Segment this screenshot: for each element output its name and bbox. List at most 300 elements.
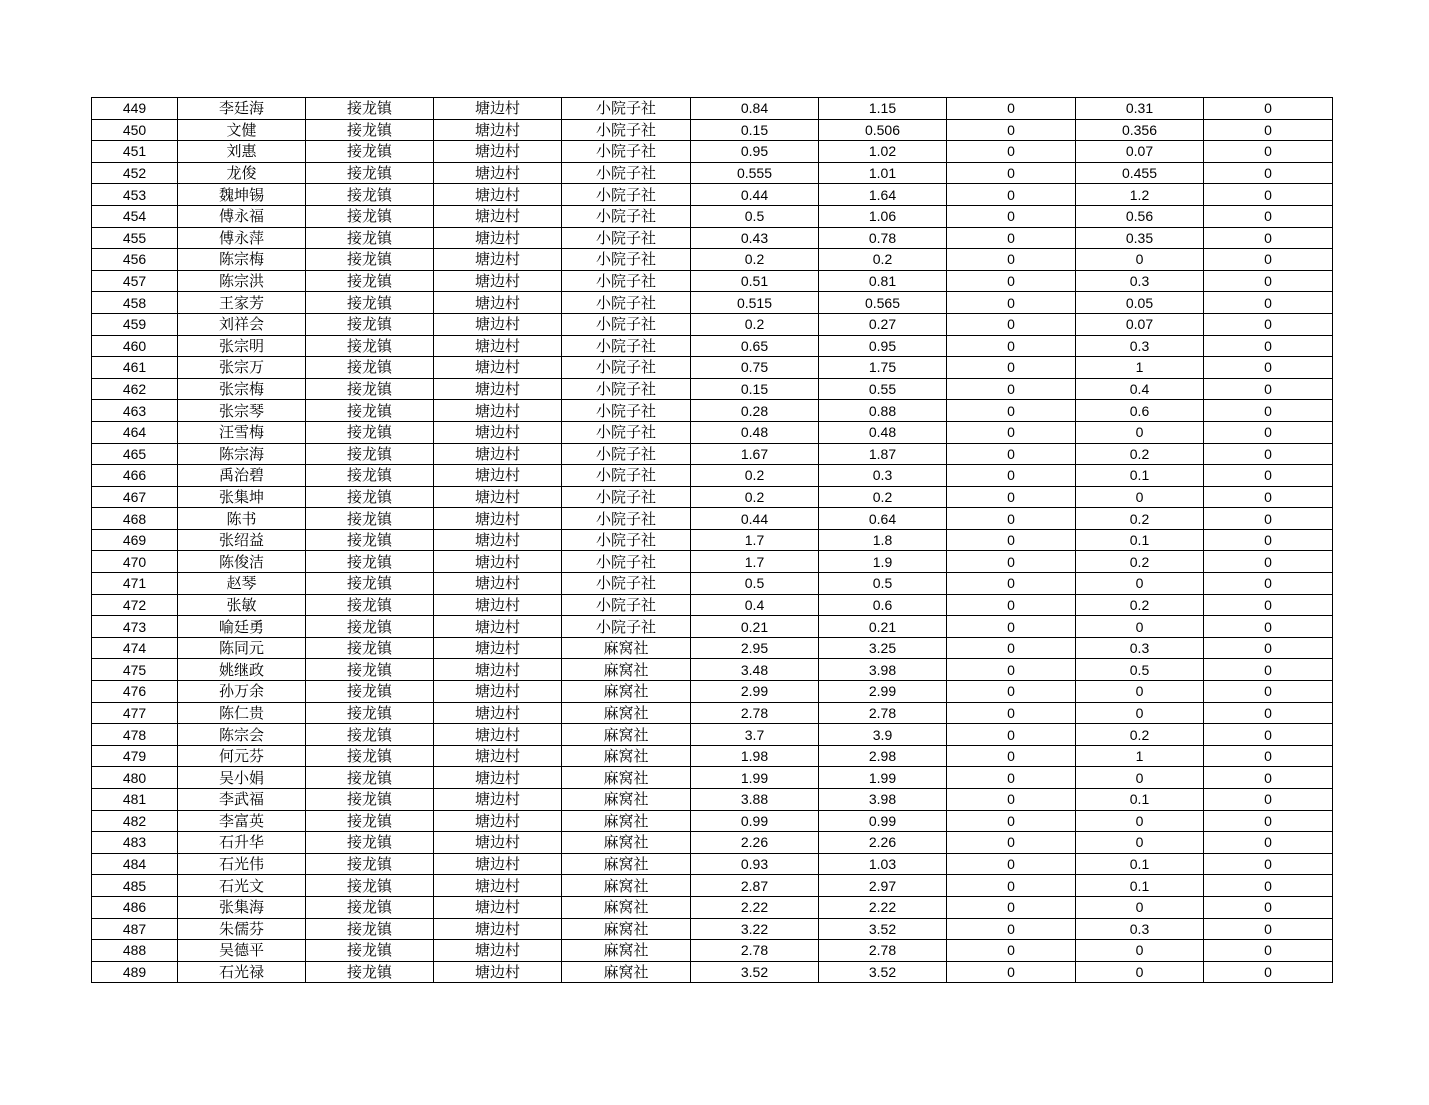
value-5-cell: 0 [1204, 637, 1333, 659]
village-cell: 塘边村 [434, 789, 562, 811]
town-cell: 接龙镇 [306, 357, 434, 379]
group-cell: 小院子社 [562, 551, 691, 573]
table-row [92, 896, 1333, 918]
value-3-cell: 0 [947, 637, 1076, 659]
name-cell: 文健 [178, 119, 306, 141]
value-3-cell: 0 [947, 335, 1076, 357]
town-cell: 接龙镇 [306, 292, 434, 314]
value-1-cell: 0.2 [691, 486, 819, 508]
value-1-cell: 0.75 [691, 357, 819, 379]
value-1-cell: 1.99 [691, 767, 819, 789]
table-row [92, 292, 1333, 314]
row-number-cell: 468 [92, 508, 178, 530]
row-number-cell: 477 [92, 702, 178, 724]
value-4-cell: 0 [1076, 961, 1204, 983]
village-cell: 塘边村 [434, 119, 562, 141]
village-cell: 塘边村 [434, 724, 562, 746]
village-cell: 塘边村 [434, 486, 562, 508]
name-cell: 李武福 [178, 789, 306, 811]
value-3-cell: 0 [947, 681, 1076, 703]
row-number-cell: 467 [92, 486, 178, 508]
value-2-cell: 2.78 [819, 702, 947, 724]
value-4-cell: 0 [1076, 702, 1204, 724]
value-3-cell: 0 [947, 249, 1076, 271]
value-2-cell: 0.64 [819, 508, 947, 530]
value-3-cell: 0 [947, 205, 1076, 227]
table-row [92, 162, 1333, 184]
name-cell: 张集海 [178, 896, 306, 918]
value-2-cell: 0.2 [819, 249, 947, 271]
town-cell: 接龙镇 [306, 335, 434, 357]
value-5-cell: 0 [1204, 616, 1333, 638]
group-cell: 麻窝社 [562, 832, 691, 854]
name-cell: 喻廷勇 [178, 616, 306, 638]
value-1-cell: 1.98 [691, 745, 819, 767]
table-row [92, 637, 1333, 659]
town-cell: 接龙镇 [306, 465, 434, 487]
value-5-cell: 0 [1204, 573, 1333, 595]
row-number-cell: 484 [92, 853, 178, 875]
value-4-cell: 0.2 [1076, 443, 1204, 465]
name-cell: 傅永福 [178, 205, 306, 227]
village-cell: 塘边村 [434, 357, 562, 379]
value-5-cell: 0 [1204, 205, 1333, 227]
value-2-cell: 3.52 [819, 961, 947, 983]
group-cell: 小院子社 [562, 616, 691, 638]
table-row [92, 378, 1333, 400]
table-row [92, 659, 1333, 681]
row-number-cell: 451 [92, 141, 178, 163]
value-5-cell: 0 [1204, 227, 1333, 249]
value-3-cell: 0 [947, 141, 1076, 163]
village-cell: 塘边村 [434, 702, 562, 724]
row-number-cell: 464 [92, 421, 178, 443]
value-5-cell: 0 [1204, 702, 1333, 724]
value-5-cell: 0 [1204, 961, 1333, 983]
value-5-cell: 0 [1204, 313, 1333, 335]
value-1-cell: 2.95 [691, 637, 819, 659]
row-number-cell: 481 [92, 789, 178, 811]
row-number-cell: 456 [92, 249, 178, 271]
value-5-cell: 0 [1204, 465, 1333, 487]
town-cell: 接龙镇 [306, 573, 434, 595]
row-number-cell: 463 [92, 400, 178, 422]
table-row [92, 400, 1333, 422]
value-5-cell: 0 [1204, 98, 1333, 120]
row-number-cell: 460 [92, 335, 178, 357]
group-cell: 小院子社 [562, 529, 691, 551]
value-4-cell: 0 [1076, 616, 1204, 638]
value-4-cell: 0 [1076, 486, 1204, 508]
value-5-cell: 0 [1204, 378, 1333, 400]
row-number-cell: 487 [92, 918, 178, 940]
table-row [92, 119, 1333, 141]
value-1-cell: 1.7 [691, 551, 819, 573]
row-number-cell: 454 [92, 205, 178, 227]
group-cell: 麻窝社 [562, 767, 691, 789]
value-4-cell: 0 [1076, 681, 1204, 703]
value-1-cell: 1.7 [691, 529, 819, 551]
value-2-cell: 3.98 [819, 789, 947, 811]
value-2-cell: 0.55 [819, 378, 947, 400]
data-table [91, 97, 1333, 983]
village-cell: 塘边村 [434, 335, 562, 357]
village-cell: 塘边村 [434, 270, 562, 292]
value-2-cell: 2.78 [819, 940, 947, 962]
value-2-cell: 0.3 [819, 465, 947, 487]
name-cell: 陈俊洁 [178, 551, 306, 573]
name-cell: 石升华 [178, 832, 306, 854]
row-number-cell: 476 [92, 681, 178, 703]
name-cell: 陈宗洪 [178, 270, 306, 292]
group-cell: 小院子社 [562, 357, 691, 379]
value-1-cell: 0.48 [691, 421, 819, 443]
value-5-cell: 0 [1204, 357, 1333, 379]
table-row [92, 594, 1333, 616]
value-4-cell: 0 [1076, 249, 1204, 271]
value-2-cell: 1.75 [819, 357, 947, 379]
group-cell: 小院子社 [562, 378, 691, 400]
value-4-cell: 0 [1076, 896, 1204, 918]
row-number-cell: 466 [92, 465, 178, 487]
value-5-cell: 0 [1204, 141, 1333, 163]
value-2-cell: 0.78 [819, 227, 947, 249]
group-cell: 小院子社 [562, 292, 691, 314]
village-cell: 塘边村 [434, 573, 562, 595]
name-cell: 何元芬 [178, 745, 306, 767]
value-1-cell: 2.78 [691, 702, 819, 724]
value-1-cell: 0.21 [691, 616, 819, 638]
value-2-cell: 0.95 [819, 335, 947, 357]
value-2-cell: 1.15 [819, 98, 947, 120]
value-3-cell: 0 [947, 421, 1076, 443]
group-cell: 小院子社 [562, 313, 691, 335]
village-cell: 塘边村 [434, 98, 562, 120]
value-4-cell: 0.6 [1076, 400, 1204, 422]
group-cell: 小院子社 [562, 98, 691, 120]
village-cell: 塘边村 [434, 249, 562, 271]
value-5-cell: 0 [1204, 659, 1333, 681]
table-row [92, 357, 1333, 379]
value-2-cell: 1.8 [819, 529, 947, 551]
town-cell: 接龙镇 [306, 162, 434, 184]
value-1-cell: 0.93 [691, 853, 819, 875]
value-3-cell: 0 [947, 918, 1076, 940]
value-2-cell: 1.02 [819, 141, 947, 163]
table-row [92, 551, 1333, 573]
value-3-cell: 0 [947, 400, 1076, 422]
value-3-cell: 0 [947, 573, 1076, 595]
value-4-cell: 0.2 [1076, 594, 1204, 616]
value-5-cell: 0 [1204, 724, 1333, 746]
value-5-cell: 0 [1204, 896, 1333, 918]
group-cell: 小院子社 [562, 465, 691, 487]
value-1-cell: 0.65 [691, 335, 819, 357]
town-cell: 接龙镇 [306, 789, 434, 811]
village-cell: 塘边村 [434, 465, 562, 487]
value-3-cell: 0 [947, 508, 1076, 530]
value-2-cell: 3.25 [819, 637, 947, 659]
group-cell: 麻窝社 [562, 702, 691, 724]
name-cell: 陈书 [178, 508, 306, 530]
town-cell: 接龙镇 [306, 659, 434, 681]
group-cell: 小院子社 [562, 119, 691, 141]
value-5-cell: 0 [1204, 745, 1333, 767]
value-3-cell: 0 [947, 465, 1076, 487]
group-cell: 麻窝社 [562, 745, 691, 767]
value-5-cell: 0 [1204, 529, 1333, 551]
value-5-cell: 0 [1204, 119, 1333, 141]
value-2-cell: 1.64 [819, 184, 947, 206]
name-cell: 赵琴 [178, 573, 306, 595]
value-1-cell: 0.5 [691, 573, 819, 595]
value-1-cell: 3.22 [691, 918, 819, 940]
value-2-cell: 3.9 [819, 724, 947, 746]
value-4-cell: 0 [1076, 573, 1204, 595]
row-number-cell: 458 [92, 292, 178, 314]
table-row [92, 789, 1333, 811]
row-number-cell: 457 [92, 270, 178, 292]
row-number-cell: 480 [92, 767, 178, 789]
town-cell: 接龙镇 [306, 767, 434, 789]
value-1-cell: 3.48 [691, 659, 819, 681]
group-cell: 小院子社 [562, 270, 691, 292]
value-4-cell: 0.1 [1076, 465, 1204, 487]
row-number-cell: 488 [92, 940, 178, 962]
name-cell: 刘惠 [178, 141, 306, 163]
group-cell: 麻窝社 [562, 789, 691, 811]
value-4-cell: 0.35 [1076, 227, 1204, 249]
value-3-cell: 0 [947, 659, 1076, 681]
value-3-cell: 0 [947, 745, 1076, 767]
table-row [92, 335, 1333, 357]
table-row [92, 875, 1333, 897]
row-number-cell: 470 [92, 551, 178, 573]
name-cell: 陈宗海 [178, 443, 306, 465]
town-cell: 接龙镇 [306, 141, 434, 163]
row-number-cell: 489 [92, 961, 178, 983]
name-cell: 张集坤 [178, 486, 306, 508]
group-cell: 小院子社 [562, 508, 691, 530]
name-cell: 魏坤锡 [178, 184, 306, 206]
village-cell: 塘边村 [434, 637, 562, 659]
village-cell: 塘边村 [434, 184, 562, 206]
row-number-cell: 473 [92, 616, 178, 638]
value-4-cell: 0 [1076, 421, 1204, 443]
value-1-cell: 2.26 [691, 832, 819, 854]
table-row [92, 616, 1333, 638]
value-3-cell: 0 [947, 98, 1076, 120]
table-row [92, 227, 1333, 249]
town-cell: 接龙镇 [306, 551, 434, 573]
name-cell: 陈宗会 [178, 724, 306, 746]
table-row [92, 724, 1333, 746]
name-cell: 王家芳 [178, 292, 306, 314]
group-cell: 小院子社 [562, 594, 691, 616]
value-4-cell: 0.455 [1076, 162, 1204, 184]
value-3-cell: 0 [947, 853, 1076, 875]
value-4-cell: 0.05 [1076, 292, 1204, 314]
value-3-cell: 0 [947, 119, 1076, 141]
table-body [92, 98, 1333, 983]
village-cell: 塘边村 [434, 227, 562, 249]
value-1-cell: 3.52 [691, 961, 819, 983]
value-4-cell: 0.07 [1076, 313, 1204, 335]
value-1-cell: 2.22 [691, 896, 819, 918]
value-2-cell: 2.99 [819, 681, 947, 703]
value-1-cell: 0.95 [691, 141, 819, 163]
group-cell: 小院子社 [562, 184, 691, 206]
value-1-cell: 0.99 [691, 810, 819, 832]
group-cell: 麻窝社 [562, 961, 691, 983]
row-number-cell: 465 [92, 443, 178, 465]
value-4-cell: 0 [1076, 832, 1204, 854]
value-4-cell: 0 [1076, 767, 1204, 789]
name-cell: 吴小娟 [178, 767, 306, 789]
town-cell: 接龙镇 [306, 443, 434, 465]
value-1-cell: 0.84 [691, 98, 819, 120]
row-number-cell: 475 [92, 659, 178, 681]
table-row [92, 940, 1333, 962]
value-1-cell: 0.15 [691, 378, 819, 400]
row-number-cell: 479 [92, 745, 178, 767]
town-cell: 接龙镇 [306, 184, 434, 206]
name-cell: 孙万余 [178, 681, 306, 703]
value-2-cell: 0.565 [819, 292, 947, 314]
value-1-cell: 0.2 [691, 465, 819, 487]
value-4-cell: 0.56 [1076, 205, 1204, 227]
village-cell: 塘边村 [434, 508, 562, 530]
table-row [92, 767, 1333, 789]
row-number-cell: 461 [92, 357, 178, 379]
value-1-cell: 0.28 [691, 400, 819, 422]
town-cell: 接龙镇 [306, 918, 434, 940]
town-cell: 接龙镇 [306, 313, 434, 335]
value-2-cell: 1.99 [819, 767, 947, 789]
value-2-cell: 3.98 [819, 659, 947, 681]
village-cell: 塘边村 [434, 810, 562, 832]
group-cell: 麻窝社 [562, 681, 691, 703]
table-row [92, 702, 1333, 724]
value-3-cell: 0 [947, 184, 1076, 206]
value-3-cell: 0 [947, 313, 1076, 335]
town-cell: 接龙镇 [306, 227, 434, 249]
value-4-cell: 0.31 [1076, 98, 1204, 120]
value-1-cell: 0.44 [691, 184, 819, 206]
table-row [92, 745, 1333, 767]
value-4-cell: 0.4 [1076, 378, 1204, 400]
value-4-cell: 0.1 [1076, 853, 1204, 875]
value-2-cell: 1.01 [819, 162, 947, 184]
value-5-cell: 0 [1204, 486, 1333, 508]
value-4-cell: 0.2 [1076, 551, 1204, 573]
value-5-cell: 0 [1204, 918, 1333, 940]
value-3-cell: 0 [947, 292, 1076, 314]
spreadsheet-page [91, 97, 1333, 983]
group-cell: 小院子社 [562, 205, 691, 227]
value-2-cell: 0.27 [819, 313, 947, 335]
value-1-cell: 3.88 [691, 789, 819, 811]
name-cell: 朱儒芬 [178, 918, 306, 940]
village-cell: 塘边村 [434, 378, 562, 400]
value-4-cell: 0.1 [1076, 875, 1204, 897]
value-5-cell: 0 [1204, 789, 1333, 811]
name-cell: 张宗明 [178, 335, 306, 357]
row-number-cell: 455 [92, 227, 178, 249]
town-cell: 接龙镇 [306, 486, 434, 508]
name-cell: 张敏 [178, 594, 306, 616]
name-cell: 龙俊 [178, 162, 306, 184]
name-cell: 石光禄 [178, 961, 306, 983]
group-cell: 小院子社 [562, 400, 691, 422]
town-cell: 接龙镇 [306, 875, 434, 897]
village-cell: 塘边村 [434, 162, 562, 184]
value-1-cell: 0.44 [691, 508, 819, 530]
value-4-cell: 0.3 [1076, 637, 1204, 659]
value-4-cell: 0.2 [1076, 724, 1204, 746]
name-cell: 陈仁贵 [178, 702, 306, 724]
town-cell: 接龙镇 [306, 421, 434, 443]
value-1-cell: 0.5 [691, 205, 819, 227]
name-cell: 张绍益 [178, 529, 306, 551]
value-5-cell: 0 [1204, 421, 1333, 443]
value-1-cell: 0.15 [691, 119, 819, 141]
value-5-cell: 0 [1204, 940, 1333, 962]
value-2-cell: 0.88 [819, 400, 947, 422]
value-1-cell: 0.555 [691, 162, 819, 184]
group-cell: 小院子社 [562, 227, 691, 249]
village-cell: 塘边村 [434, 961, 562, 983]
town-cell: 接龙镇 [306, 529, 434, 551]
value-4-cell: 1 [1076, 745, 1204, 767]
value-3-cell: 0 [947, 724, 1076, 746]
value-1-cell: 0.515 [691, 292, 819, 314]
value-2-cell: 3.52 [819, 918, 947, 940]
town-cell: 接龙镇 [306, 810, 434, 832]
value-3-cell: 0 [947, 875, 1076, 897]
value-3-cell: 0 [947, 832, 1076, 854]
value-2-cell: 0.99 [819, 810, 947, 832]
row-number-cell: 483 [92, 832, 178, 854]
value-5-cell: 0 [1204, 508, 1333, 530]
value-5-cell: 0 [1204, 832, 1333, 854]
value-5-cell: 0 [1204, 184, 1333, 206]
village-cell: 塘边村 [434, 400, 562, 422]
group-cell: 麻窝社 [562, 940, 691, 962]
village-cell: 塘边村 [434, 292, 562, 314]
value-2-cell: 1.9 [819, 551, 947, 573]
value-3-cell: 0 [947, 616, 1076, 638]
town-cell: 接龙镇 [306, 832, 434, 854]
value-3-cell: 0 [947, 227, 1076, 249]
name-cell: 张宗琴 [178, 400, 306, 422]
town-cell: 接龙镇 [306, 702, 434, 724]
table-row [92, 98, 1333, 120]
name-cell: 吴德平 [178, 940, 306, 962]
table-row [92, 465, 1333, 487]
village-cell: 塘边村 [434, 529, 562, 551]
town-cell: 接龙镇 [306, 508, 434, 530]
table-row [92, 141, 1333, 163]
value-5-cell: 0 [1204, 335, 1333, 357]
value-5-cell: 0 [1204, 292, 1333, 314]
table-row [92, 249, 1333, 271]
value-5-cell: 0 [1204, 400, 1333, 422]
village-cell: 塘边村 [434, 141, 562, 163]
town-cell: 接龙镇 [306, 616, 434, 638]
value-3-cell: 0 [947, 702, 1076, 724]
value-2-cell: 0.2 [819, 486, 947, 508]
